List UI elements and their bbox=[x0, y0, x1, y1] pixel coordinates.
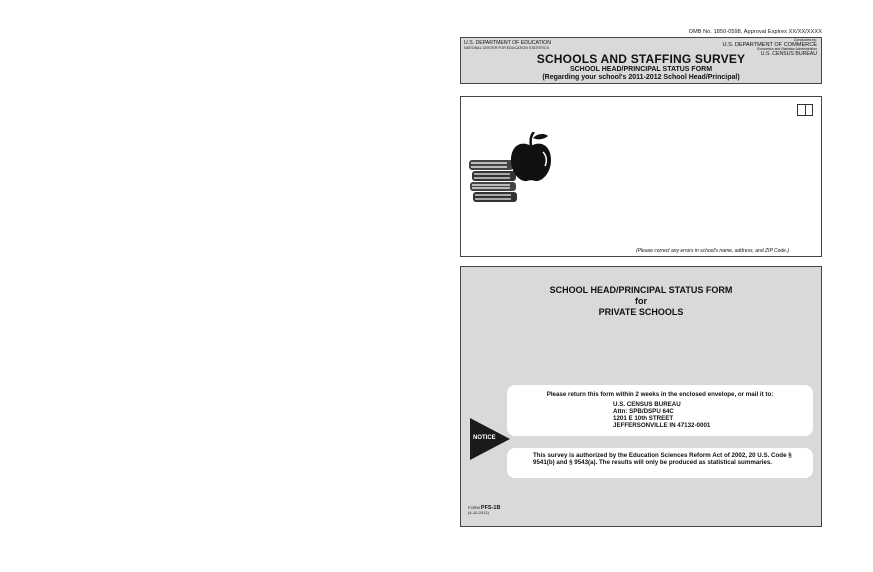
address-line: JEFFERSONVILLE IN 47132-0001 bbox=[613, 422, 711, 429]
form-number: PFS-1B bbox=[480, 505, 501, 511]
form-subtitle-regarding: (Regarding your school's 2011-2012 School Head/Principal) bbox=[542, 74, 740, 81]
form-subtitle: SCHOOL HEAD/PRINCIPAL STATUS FORM bbox=[569, 66, 713, 73]
correction-note: (Please correct any errors in school's name, address, and ZIP Code.) bbox=[635, 248, 789, 254]
esa: Economics and Statistics Administration bbox=[757, 47, 817, 52]
address-line: Attn: SPB/DSPU 64C bbox=[613, 408, 674, 415]
authorization-box bbox=[507, 448, 813, 478]
return-address bbox=[613, 401, 710, 429]
return-instruction: Please return this form within 2 weeks in the enclosed envelope, or mail it to: bbox=[546, 391, 774, 398]
omb-approval: OMB No. 1850-0598, Approval Expires XX/XX/XXXX bbox=[688, 29, 822, 35]
form-cover-panel bbox=[460, 266, 822, 527]
survey-title: SCHOOLS AND STAFFING SURVEY bbox=[536, 52, 746, 66]
form-date: (4-10-2012) bbox=[468, 509, 489, 515]
census-bureau: U.S. CENSUS BUREAU bbox=[760, 50, 817, 57]
dept-education: U.S. DEPARTMENT OF EDUCATION bbox=[464, 40, 551, 46]
cover-title-for: for bbox=[635, 296, 647, 306]
dept-commerce: U.S. DEPARTMENT OF COMMERCE bbox=[722, 41, 817, 48]
nces: NATIONAL CENTER FOR EDUCATION STATISTICS bbox=[464, 46, 550, 51]
notice-label: NOTICE bbox=[473, 435, 496, 441]
authorization-text: This survey is authorized by the Education Sciences Reform Act of 2002, 20 U.S. Code § 9541(b) and § 9543(a). The results will only be produced as statistical summaries. bbox=[533, 452, 792, 466]
form-identifier bbox=[468, 506, 500, 515]
return-instructions-box bbox=[507, 385, 813, 436]
cover-title-private: PRIVATE SCHOOLS bbox=[598, 307, 684, 317]
conducted-by: Conducted by: bbox=[793, 38, 817, 42]
form-prefix: FORM bbox=[468, 505, 480, 510]
address-checkbox[interactable] bbox=[797, 104, 813, 116]
address-line: U.S. CENSUS BUREAU bbox=[613, 401, 681, 408]
address-panel bbox=[460, 96, 822, 257]
survey-header bbox=[460, 37, 822, 84]
cover-title: SCHOOL HEAD/PRINCIPAL STATUS FORM bbox=[549, 285, 733, 295]
agency-left bbox=[464, 41, 551, 51]
address-line: 1201 E 10th STREET bbox=[613, 415, 674, 422]
apple-on-books-icon bbox=[469, 132, 554, 212]
